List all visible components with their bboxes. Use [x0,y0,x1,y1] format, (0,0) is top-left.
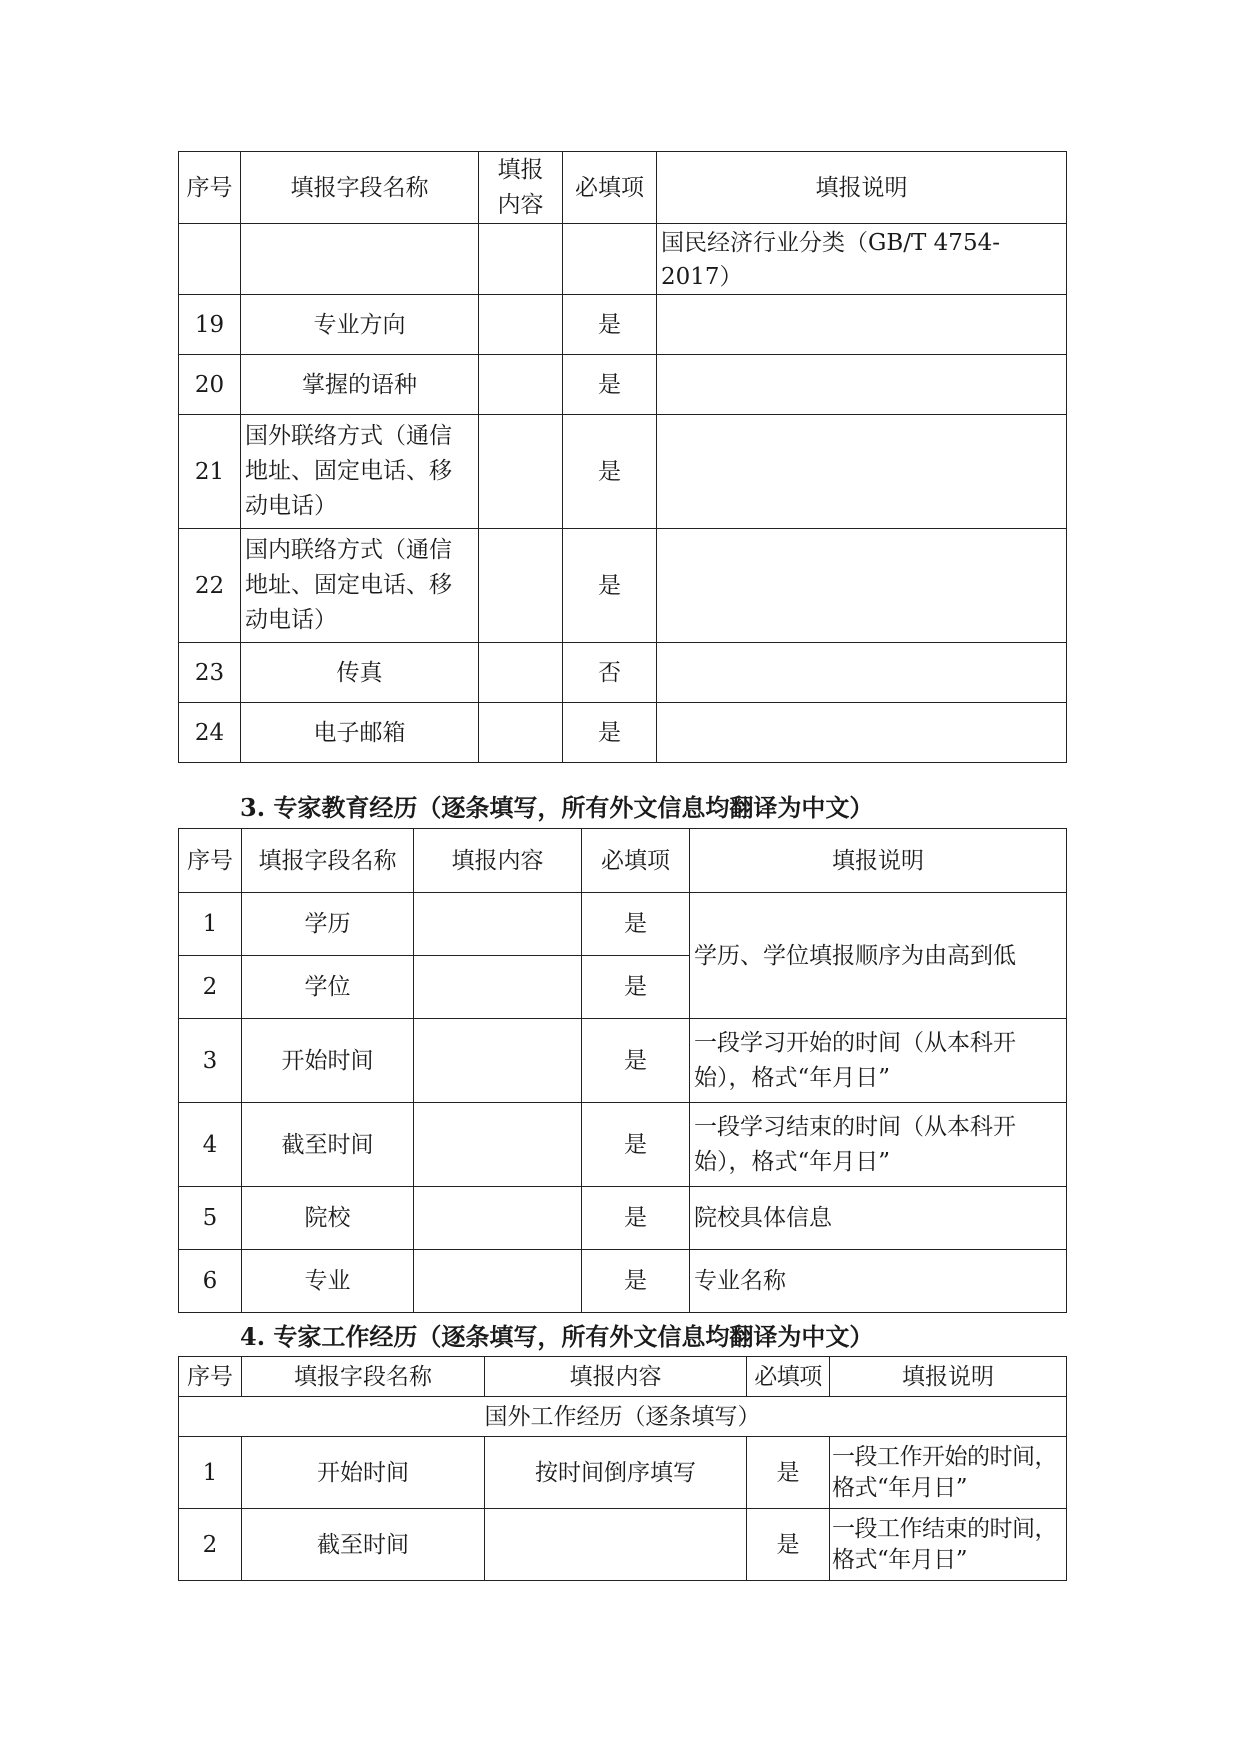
content-cell[interactable] [414,1019,582,1103]
header-required: 必填项 [582,829,690,893]
table-row: 1 学历 是 学历、学位填报顺序为由高到低 [179,893,1067,956]
content-cell[interactable] [485,1509,747,1581]
note-cell: 一段学习开始的时间（从本科开始），格式“年月日” [690,1019,1067,1103]
work-history-table [178,1356,1067,1581]
note-cell: 一段学习结束的时间（从本科开始），格式“年月日” [690,1103,1067,1187]
content-cell[interactable] [414,1250,582,1313]
content-cell[interactable] [414,1103,582,1187]
note-cell: 专业名称 [690,1250,1067,1313]
table-row [179,224,1067,295]
header-content: 填报内容 [485,1357,747,1397]
header-field-name: 填报字段名称 [242,829,414,893]
note-cell [657,703,1067,763]
merged-note-cell: 学历、学位填报顺序为由高到低 [690,893,1067,1019]
note-cell [657,355,1067,415]
section-4-title: 4. 专家工作经历（逐条填写，所有外文信息均翻译为中文） [240,1322,874,1351]
header-no: 序号 [179,152,241,224]
header-field-name: 填报字段名称 [242,1357,485,1397]
content-cell[interactable]: 按时间倒序填写 [485,1437,747,1509]
table-header-row [179,829,1067,893]
section-3-title: 3. 专家教育经历（逐条填写，所有外文信息均翻译为中文） [240,793,874,822]
header-note: 填报说明 [690,829,1067,893]
content-cell[interactable] [479,355,563,415]
table-row: 2 学位 是 [179,956,1067,1019]
note-cell: 院校具体信息 [690,1187,1067,1250]
content-cell[interactable] [479,415,563,529]
header-required: 必填项 [747,1357,830,1397]
note-cell [657,643,1067,703]
header-content: 填报内容 [414,829,582,893]
table-row: 20 掌握的语种 是 [179,355,1067,415]
table-row: 1 开始时间 按时间倒序填写 是 一段工作开始的时间，格式“年月日” [179,1437,1067,1509]
content-cell[interactable] [479,295,563,355]
note-cell: 国民经济行业分类（GB/T 4754-2017） [657,224,1067,295]
table-row: 23 传真 否 [179,643,1067,703]
table-row: 22 国内联络方式（通信地址、固定电话、移动电话） 是 [179,529,1067,643]
header-note: 填报说明 [657,152,1067,224]
personal-info-table [178,151,1067,763]
table-header-row [179,152,1067,224]
header-required: 必填项 [563,152,657,224]
table-row: 3 开始时间 是 一段学习开始的时间（从本科开始），格式“年月日” [179,1019,1067,1103]
header-field-name: 填报字段名称 [241,152,479,224]
table-row: 4 截至时间 是 一段学习结束的时间（从本科开始），格式“年月日” [179,1103,1067,1187]
subheader-row [179,1397,1067,1437]
content-cell[interactable] [479,529,563,643]
note-cell: 一段工作开始的时间，格式“年月日” [830,1437,1067,1509]
content-cell[interactable] [414,956,582,1019]
education-history-table [178,828,1067,1313]
table-row: 24 电子邮箱 是 [179,703,1067,763]
foreign-work-subheader: 国外工作经历（逐条填写） [179,1397,1067,1437]
content-cell[interactable] [479,224,563,295]
table-header-row [179,1357,1067,1397]
content-cell[interactable] [479,643,563,703]
table-row: 21 国外联络方式（通信地址、固定电话、移动电话） 是 [179,415,1067,529]
header-no: 序号 [179,829,242,893]
note-cell [657,295,1067,355]
table-row: 6 专业 是 专业名称 [179,1250,1067,1313]
note-cell [657,529,1067,643]
note-cell: 一段工作结束的时间，格式“年月日” [830,1509,1067,1581]
table-row: 2 截至时间 是 一段工作结束的时间，格式“年月日” [179,1509,1067,1581]
note-cell [657,415,1067,529]
table-row: 5 院校 是 院校具体信息 [179,1187,1067,1250]
content-cell[interactable] [479,703,563,763]
header-content: 填报 内容 [479,152,563,224]
header-note: 填报说明 [830,1357,1067,1397]
content-cell[interactable] [414,1187,582,1250]
header-no: 序号 [179,1357,242,1397]
table-row: 19 专业方向 是 [179,295,1067,355]
content-cell[interactable] [414,893,582,956]
